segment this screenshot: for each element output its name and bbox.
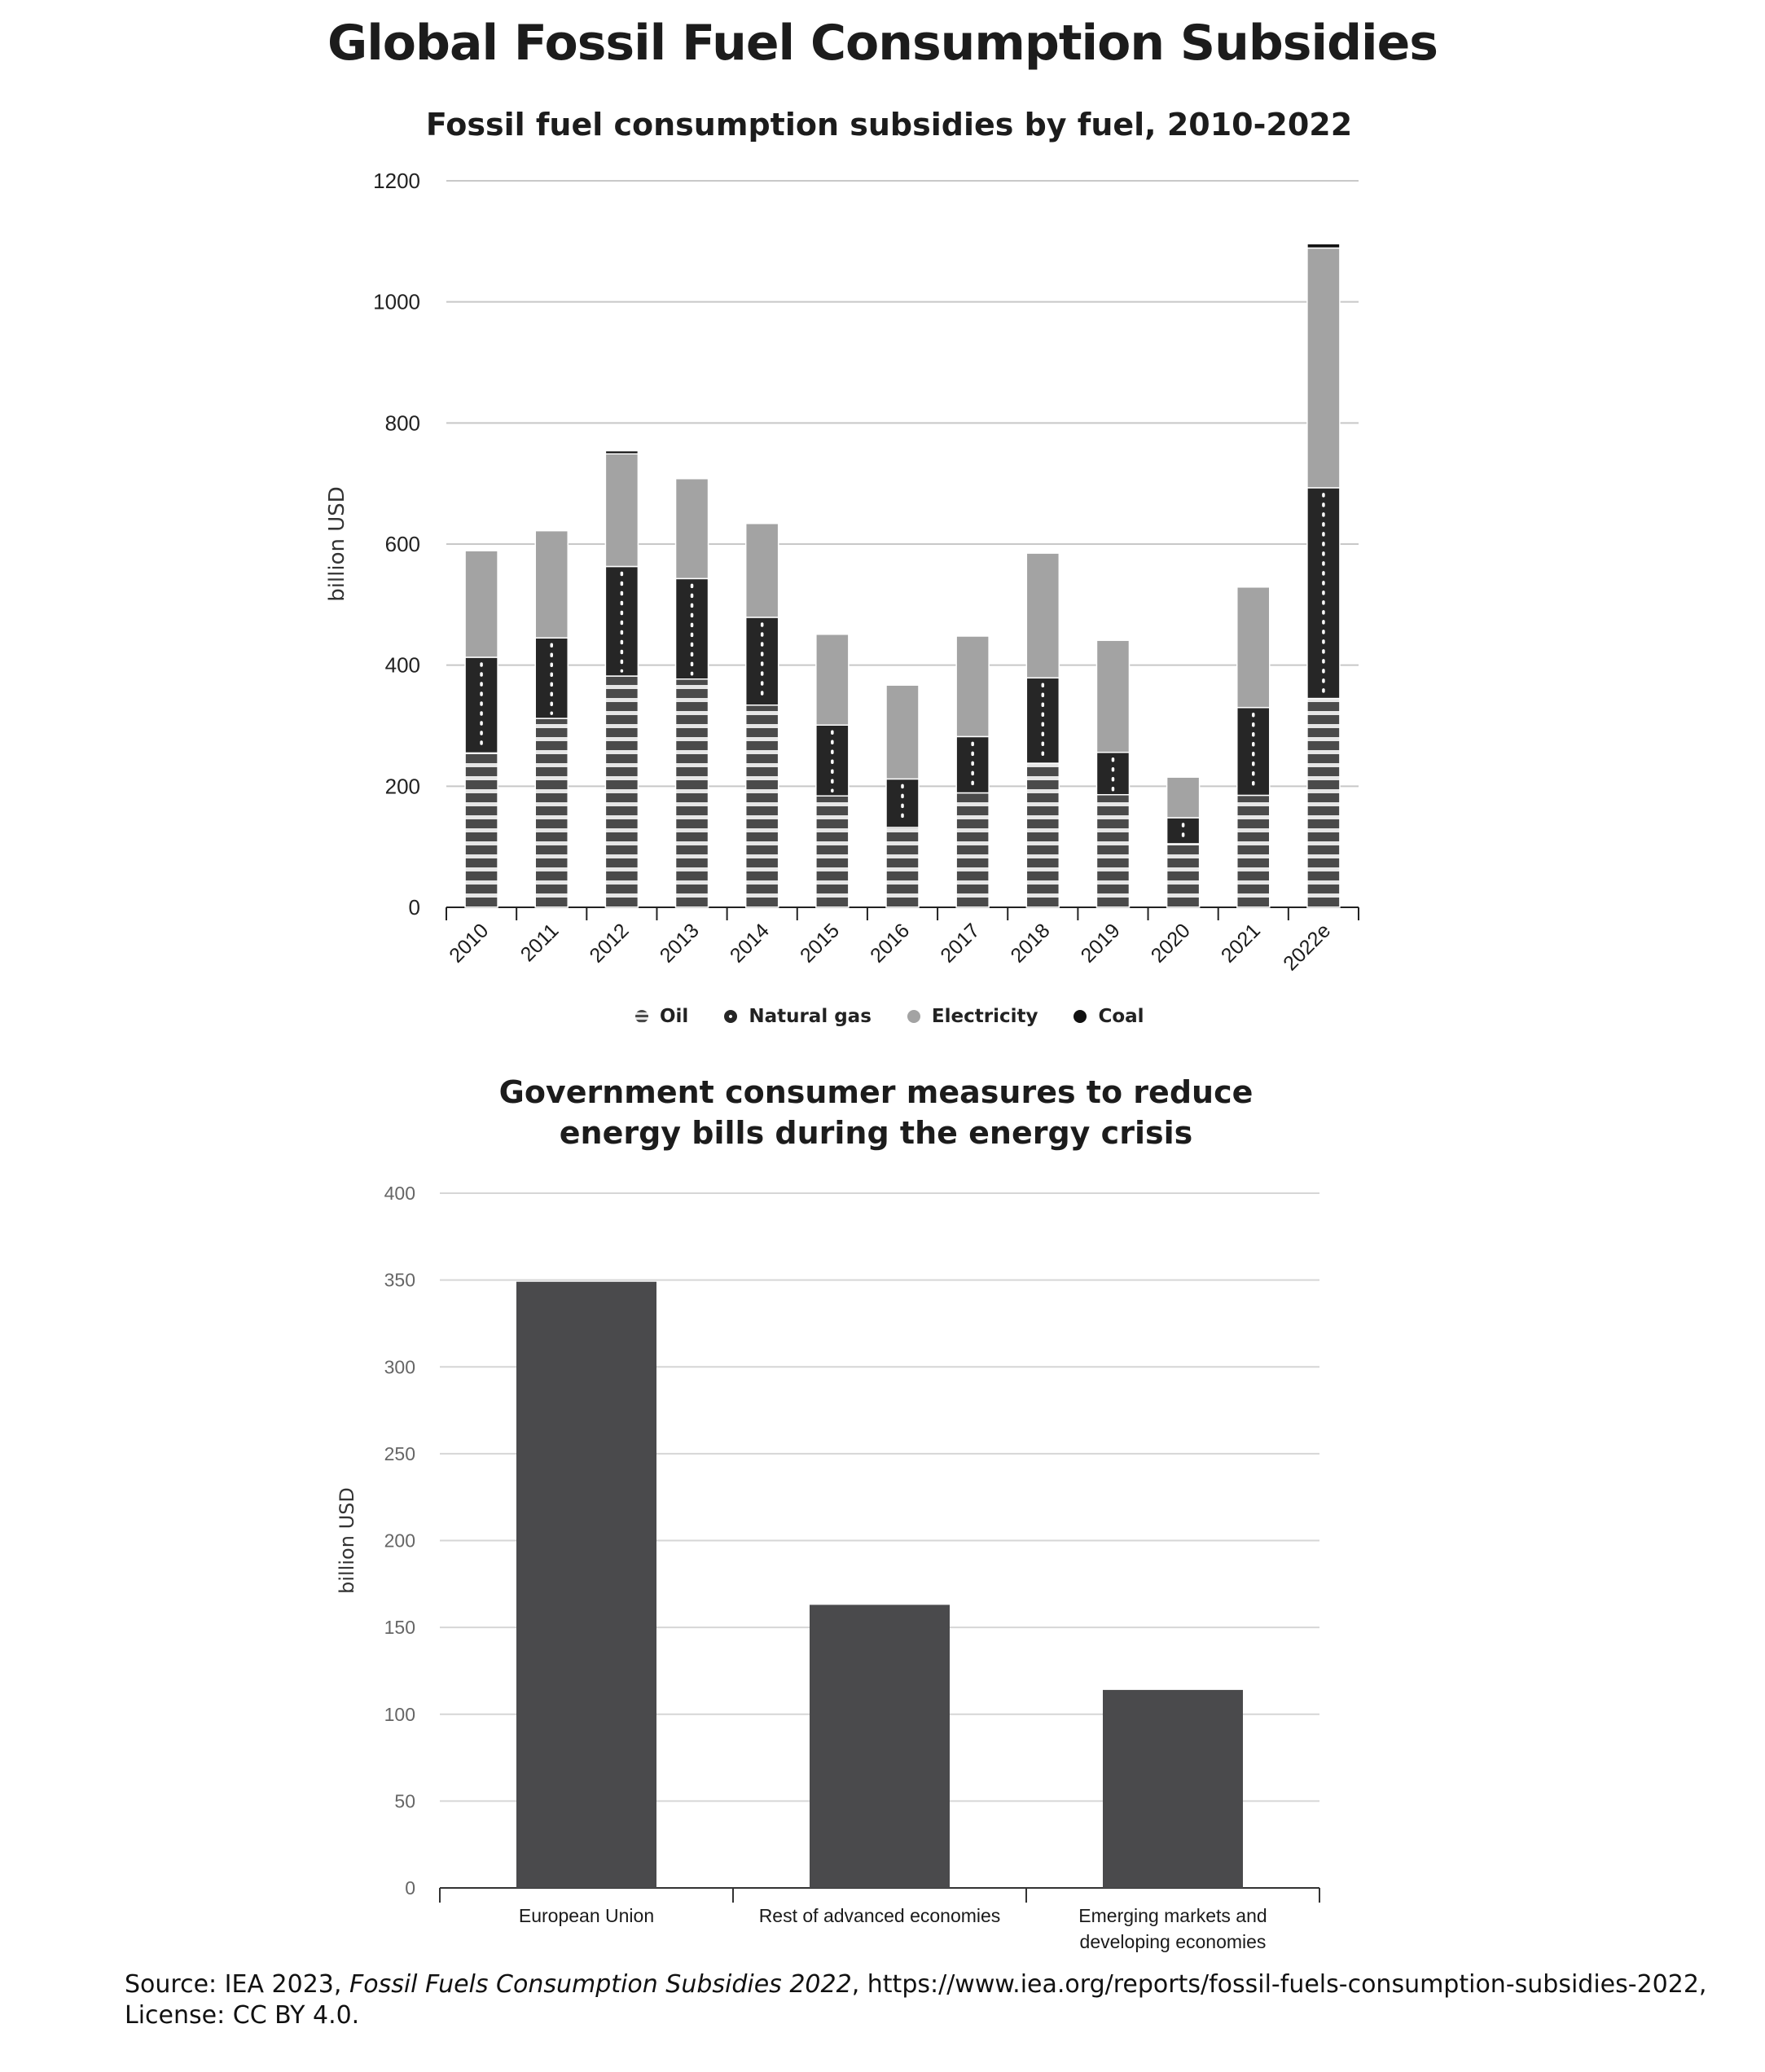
x-tick-label: 2010 — [445, 919, 494, 968]
y-tick-label: 250 — [384, 1442, 415, 1464]
chart2-title-line-2: energy bills during the energy crisis — [559, 1115, 1193, 1151]
x-tick-label: 2018 — [1006, 919, 1055, 968]
x-tick-label: 2011 — [516, 919, 564, 967]
y-tick-label: 350 — [384, 1269, 415, 1291]
source-url[interactable]: , https://www.iea.org/reports/fossil-fuels-consumption-subsidies-2022, — [851, 1970, 1707, 1999]
x-tick-label: 2019 — [1076, 919, 1125, 968]
bar — [1103, 1690, 1243, 1888]
x-tick-label: 2013 — [655, 919, 704, 968]
y-tick-label: 1000 — [373, 289, 420, 314]
x-tick-label: Rest of advanced economies — [758, 1905, 1001, 1926]
y-tick-label: 200 — [384, 774, 420, 799]
bar — [810, 1604, 950, 1888]
y-tick-label: 50 — [394, 1790, 415, 1812]
legend-label-coal: Coal — [1098, 1006, 1144, 1027]
source-publication: Fossil Fuels Consumption Subsidies 2022 — [349, 1970, 852, 1999]
x-tick-label: 2014 — [725, 919, 774, 968]
y-tick-label: 0 — [405, 1877, 415, 1899]
y-tick-label: 400 — [384, 1183, 415, 1204]
x-tick-label: 2012 — [585, 919, 634, 968]
x-tick-label: European Union — [518, 1905, 655, 1926]
y-axis-title: billion USD — [336, 1487, 358, 1594]
y-tick-label: 200 — [384, 1530, 415, 1552]
y-tick-label: 150 — [384, 1617, 415, 1639]
source-note — [125, 1969, 1713, 2031]
bar — [516, 1282, 656, 1888]
y-tick-label: 100 — [384, 1703, 415, 1725]
y-tick-label: 1200 — [373, 169, 420, 193]
y-tick-label: 300 — [384, 1356, 415, 1378]
chart2-title-line-1: Government consumer measures to reduce — [498, 1074, 1254, 1110]
legend-label-oil: Oil — [660, 1006, 689, 1027]
x-tick-label: 2020 — [1146, 919, 1195, 968]
x-tick-label: 2022e — [1279, 919, 1336, 976]
x-tick-label: 2016 — [866, 919, 915, 968]
page-title: Global Fossil Fuel Consumption Subsidies — [327, 15, 1438, 72]
source-prefix: Source: IEA 2023, — [125, 1970, 349, 1999]
x-tick-label: 2021 — [1216, 919, 1266, 968]
x-tick-label: developing economies — [1079, 1931, 1267, 1952]
y-tick-label: 600 — [384, 532, 420, 556]
x-tick-label: 2015 — [795, 919, 845, 968]
legend-label-natural-gas: Natural gas — [749, 1006, 872, 1027]
chart1-title: Fossil fuel consumption subsidies by fuel, 2010-2022 — [425, 107, 1353, 143]
x-tick-label: Emerging markets and — [1078, 1905, 1267, 1926]
y-tick-label: 800 — [384, 410, 420, 436]
source-line-1 — [125, 1969, 1713, 2000]
y-tick-label: 400 — [384, 652, 420, 678]
x-tick-label: 2017 — [936, 919, 985, 968]
y-axis-title: billion USD — [325, 486, 349, 602]
legend-label-electricity: Electricity — [931, 1006, 1038, 1027]
source-license: License: CC BY 4.0. — [125, 2001, 360, 2030]
y-tick-label: 0 — [408, 895, 420, 920]
